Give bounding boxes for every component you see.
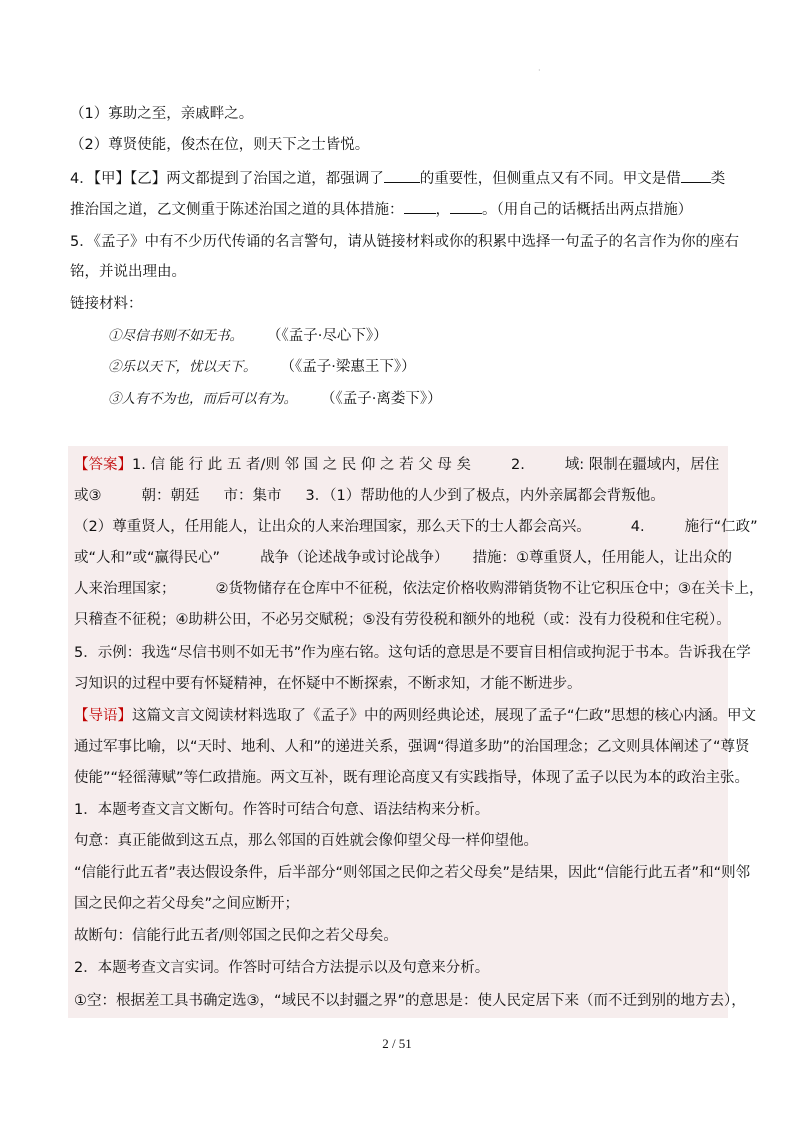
answer-line <box>74 486 665 506</box>
answer-blank <box>384 168 420 183</box>
analysis-line: “信能行此五者”表达假设条件，后半部分“则邻国之民仰之若父母矣”是结果，因此“信能行此五者”和“则邻 <box>74 865 751 881</box>
analysis-line: 2．本题考查文言实词。作答时可结合方法提示以及句意来分析。 <box>74 960 490 976</box>
analysis-line: 国之民仰之若父母矣”之间应断开； <box>74 896 300 912</box>
question-text: 的重要性，但侧重点又有不同。甲文是借 <box>419 171 681 187</box>
question-text: 类 <box>710 171 726 187</box>
answer-text: 朝：朝廷 <box>141 488 200 504</box>
quote-source: （《孟子·离娄下》） <box>321 391 442 407</box>
answer-text: （2）尊重贤人，任用能人，让出众的人来治理国家，那么天下的士人都会高兴。 <box>74 519 591 535</box>
answer-text: ②货物储存在仓库中不征税，依法定价格收购滞销货物不让它积压仓中；③在关卡上， <box>215 581 764 597</box>
answer-line <box>74 548 732 568</box>
material-item <box>108 326 388 346</box>
question-text: ， <box>435 202 450 218</box>
guide-line <box>74 706 756 726</box>
question-5-line: 5．《孟子》中有不少历代传诵的名言警句，请从链接材料或你的积累中选择一句孟子的名言作为你的座右 <box>70 234 739 250</box>
answer-text: ①尊重贤人，任用能人，让出众的 <box>516 550 733 566</box>
answer-text: 4. <box>630 519 645 535</box>
answer-text: 2. <box>510 457 525 473</box>
answer-text: 3．（1）帮助他的人少到了极点，内外亲属都会背叛他。 <box>305 488 665 504</box>
guide-text: 这篇文言文阅读材料选取了《孟子》中的两则经典论述，展现了孟子“仁政”思想的核心内涵。甲文 <box>132 708 757 724</box>
answer-text: 措施： <box>472 550 517 566</box>
quote-text: ①尽信书则不如无书。 <box>108 328 243 344</box>
answer-blank <box>681 168 711 183</box>
material-heading: 链接材料： <box>70 296 143 312</box>
answer-blank <box>450 199 482 214</box>
question-4-line <box>70 199 692 220</box>
answer-line <box>74 517 758 537</box>
answer-tag: 【答案】 <box>74 457 132 473</box>
material-item <box>108 389 442 409</box>
question-5-line: 铭，并说出理由。 <box>70 264 186 280</box>
page-number: 2 / 51 <box>382 1036 412 1051</box>
quote-source: （《孟子·尽心下》） <box>267 328 388 344</box>
answer-text: 1. 信 能 行 此 五 者/则 邻 国 之 民 仰 之 若 父 母 矣 <box>132 457 471 473</box>
question-text: 。（用自己的话概括出两点措施） <box>482 202 693 218</box>
quote-text: ③人有不为也，而后可以有为。 <box>108 391 297 407</box>
page-dot: · <box>538 66 541 75</box>
analysis-line: 句意：真正能做到这五点，那么邻国的百姓就会像仰望父母一样仰望他。 <box>74 833 538 849</box>
guide-tag: 【导语】 <box>74 708 132 724</box>
question-4-line <box>70 168 725 189</box>
question-text: 4．【甲】【乙】两文都提到了治国之道，都强调了 <box>70 171 384 187</box>
answer-line: 只稽查不征税；④助耕公田，不必另交赋税；⑤没有劳役税和额外的地税（或：没有力役税和住宅税）。 <box>74 612 731 628</box>
answer-text: 域: 限制在疆域内，居住 <box>564 457 720 473</box>
answer-text: 或③ <box>74 488 102 504</box>
quote-source: （《孟子·梁惠王下》） <box>280 359 416 375</box>
answer-line <box>74 455 719 475</box>
question-line: （2）尊贤使能，俊杰在位，则天下之士皆悦。 <box>70 137 370 153</box>
analysis-line: 1．本题考查文言文断句。作答时可结合句意、语法结构来分析。 <box>74 802 490 818</box>
answer-text: 战争（论述战争或讨论战争） <box>260 550 449 566</box>
quote-text: ②乐以天下，忧以天下。 <box>108 359 257 375</box>
answer-text: 施行“仁政” <box>684 519 758 535</box>
answer-line: 5．示例：我选“尽信书则不如无书”作为座右铭。这句话的意思是不要盲目相信或拘泥于书本。告诉我在学 <box>74 645 751 661</box>
analysis-text: “域民不以封疆之界”的意思是：使人民定居下来（而不迁到别的地方去）， <box>274 993 746 1009</box>
answer-line: 习知识的过程中要有怀疑精神，在怀疑中不断探索，不断求知，才能不断进步。 <box>74 676 582 692</box>
answer-text: 或“人和”或“赢得民心” <box>74 550 221 566</box>
answer-line <box>74 579 764 599</box>
analysis-line <box>74 991 746 1011</box>
guide-line: 使能”“轻徭薄赋”等仁政措施。两文互补，既有理论高度又有实践指导，体现了孟子以民为本的政治主张。 <box>74 770 750 786</box>
question-text: 推治国之道，乙文侧重于陈述治国之道的具体措施： <box>70 202 404 218</box>
material-item <box>108 357 416 377</box>
guide-line: 通过军事比喻，以“天时、地利、人和”的递进关系，强调“得道多助”的治国理念；乙文则具体阐述了“尊贤 <box>74 739 750 755</box>
answer-text: 人来治理国家； <box>74 581 176 597</box>
answer-text: 市：集市 <box>223 488 282 504</box>
answer-blank <box>404 199 436 214</box>
analysis-text: ①空：根据差工具书确定选③， <box>74 993 274 1009</box>
question-line: （1）寡助之至，亲戚畔之。 <box>70 106 254 122</box>
analysis-line: 故断句：信能行此五者/则邻国之民仰之若父母矣。 <box>74 928 398 944</box>
